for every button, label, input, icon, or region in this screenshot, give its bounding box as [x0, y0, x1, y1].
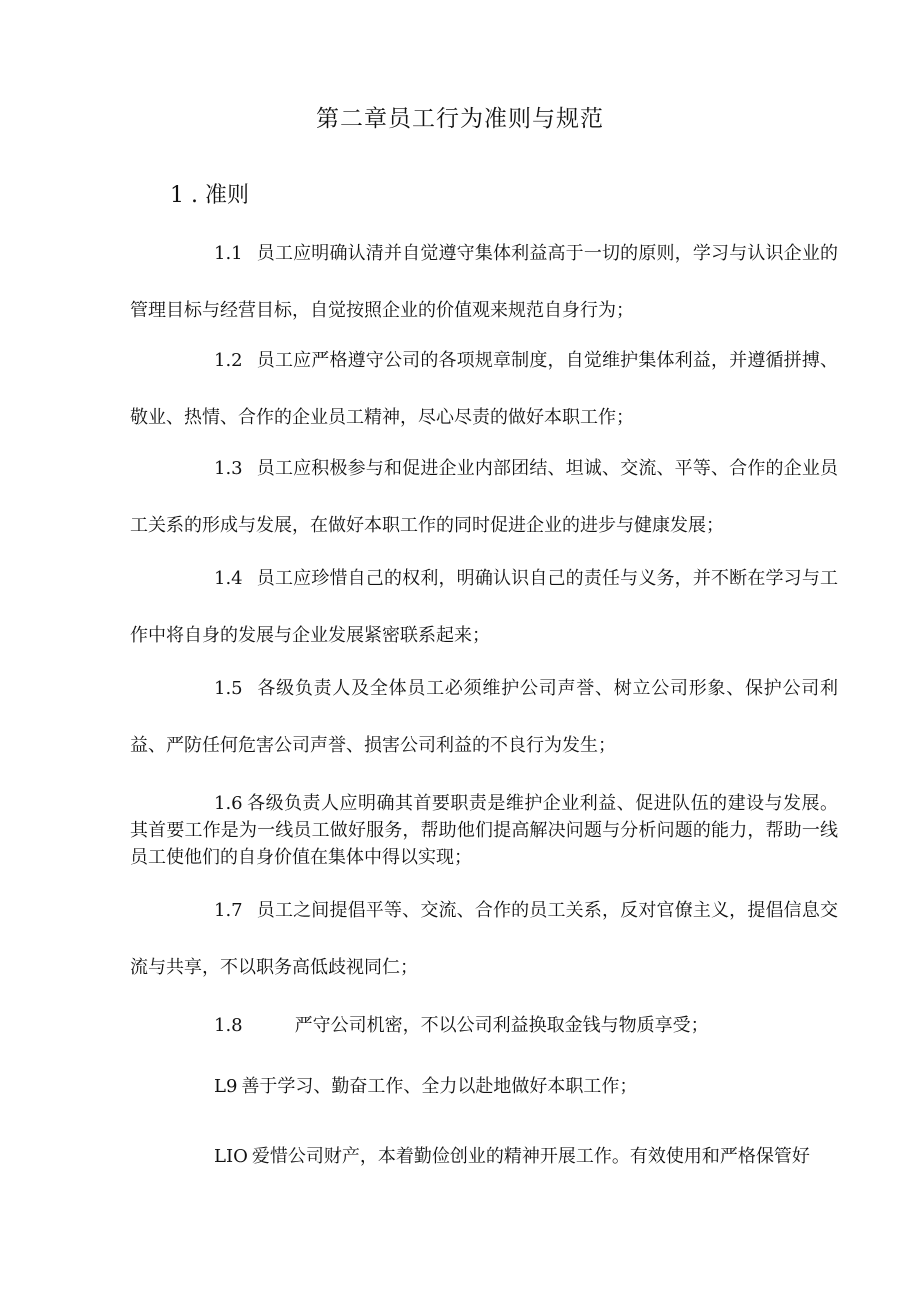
clause-number: LIO — [214, 1146, 248, 1167]
clause-1-2 — [130, 332, 838, 446]
clause-1-6 — [130, 790, 838, 871]
clause-text: 严守公司机密，不以公司利益换取金钱与物质享受； — [294, 1015, 709, 1036]
clause-text: 各级负责人及全体员工必须维护公司声誉、树立公司形象、保护公司利益、严防任何危害公司声誉、损害公司利益的不良行为发生； — [130, 678, 838, 756]
clause-number: 1.6 — [214, 793, 243, 814]
clause-text: 善于学习、勤奋工作、全力以赴地做好本职工作； — [241, 1076, 638, 1097]
clause-text: 爱惜公司财产，本着勤俭创业的精神开展工作。有效使用和严格保管好 — [251, 1146, 810, 1167]
clause-number: 1.8 — [214, 1015, 243, 1036]
clause-1-7 — [130, 882, 838, 996]
clause-number: 1.2 — [214, 350, 243, 371]
clause-number: L9 — [214, 1076, 238, 1097]
clause-number: 1.1 — [214, 243, 243, 264]
clause-text: 员工之间提倡平等、交流、合作的员工关系，反对官僚主义，提倡信息交流与共享，不以职务高低歧视同仁； — [130, 900, 838, 978]
clause-number: 1.4 — [214, 568, 243, 589]
clause-1-9 — [130, 1058, 838, 1115]
clause-text: 员工应积极参与和促进企业内部团结、坦诚、交流、平等、合作的企业员工关系的形成与发展，在做好本职工作的同时促进企业的进步与健康发展； — [130, 458, 838, 536]
clause-number: 1.7 — [214, 900, 243, 921]
clause-1-3 — [130, 440, 838, 554]
clause-text: 员工应明确认清并自觉遵守集体利益高于一切的原则，学习与认识企业的管理目标与经营目标，自觉按照企业的价值观来规范自身行为； — [130, 243, 838, 321]
clause-1-4 — [130, 550, 838, 664]
clause-1-8 — [130, 997, 838, 1054]
clause-1-1 — [130, 225, 838, 339]
clause-1-10 — [130, 1128, 838, 1185]
clause-text: 员工应珍惜自己的权利，明确认识自己的责任与义务，并不断在学习与工作中将自身的发展与企业发展紧密联系起来； — [130, 568, 838, 646]
clause-number: 1.3 — [214, 458, 243, 479]
clause-number: 1.5 — [214, 678, 243, 699]
section-heading: 1 . 准则 — [170, 183, 249, 208]
chapter-title: 第二章员工行为准则与规范 — [316, 106, 604, 132]
clause-text: 员工应严格遵守公司的各项规章制度，自觉维护集体利益，并遵循拼搏、敬业、热情、合作的企业员工精神，尽心尽责的做好本职工作； — [130, 350, 838, 428]
clause-1-5 — [130, 660, 838, 774]
clause-text: 各级负责人应明确其首要职责是维护企业利益、促进队伍的建设与发展。其首要工作是为一线员工做好服务，帮助他们提高解决问题与分析问题的能力，帮助一线员工使他们的自身价值在集体中得以实现； — [130, 793, 838, 868]
